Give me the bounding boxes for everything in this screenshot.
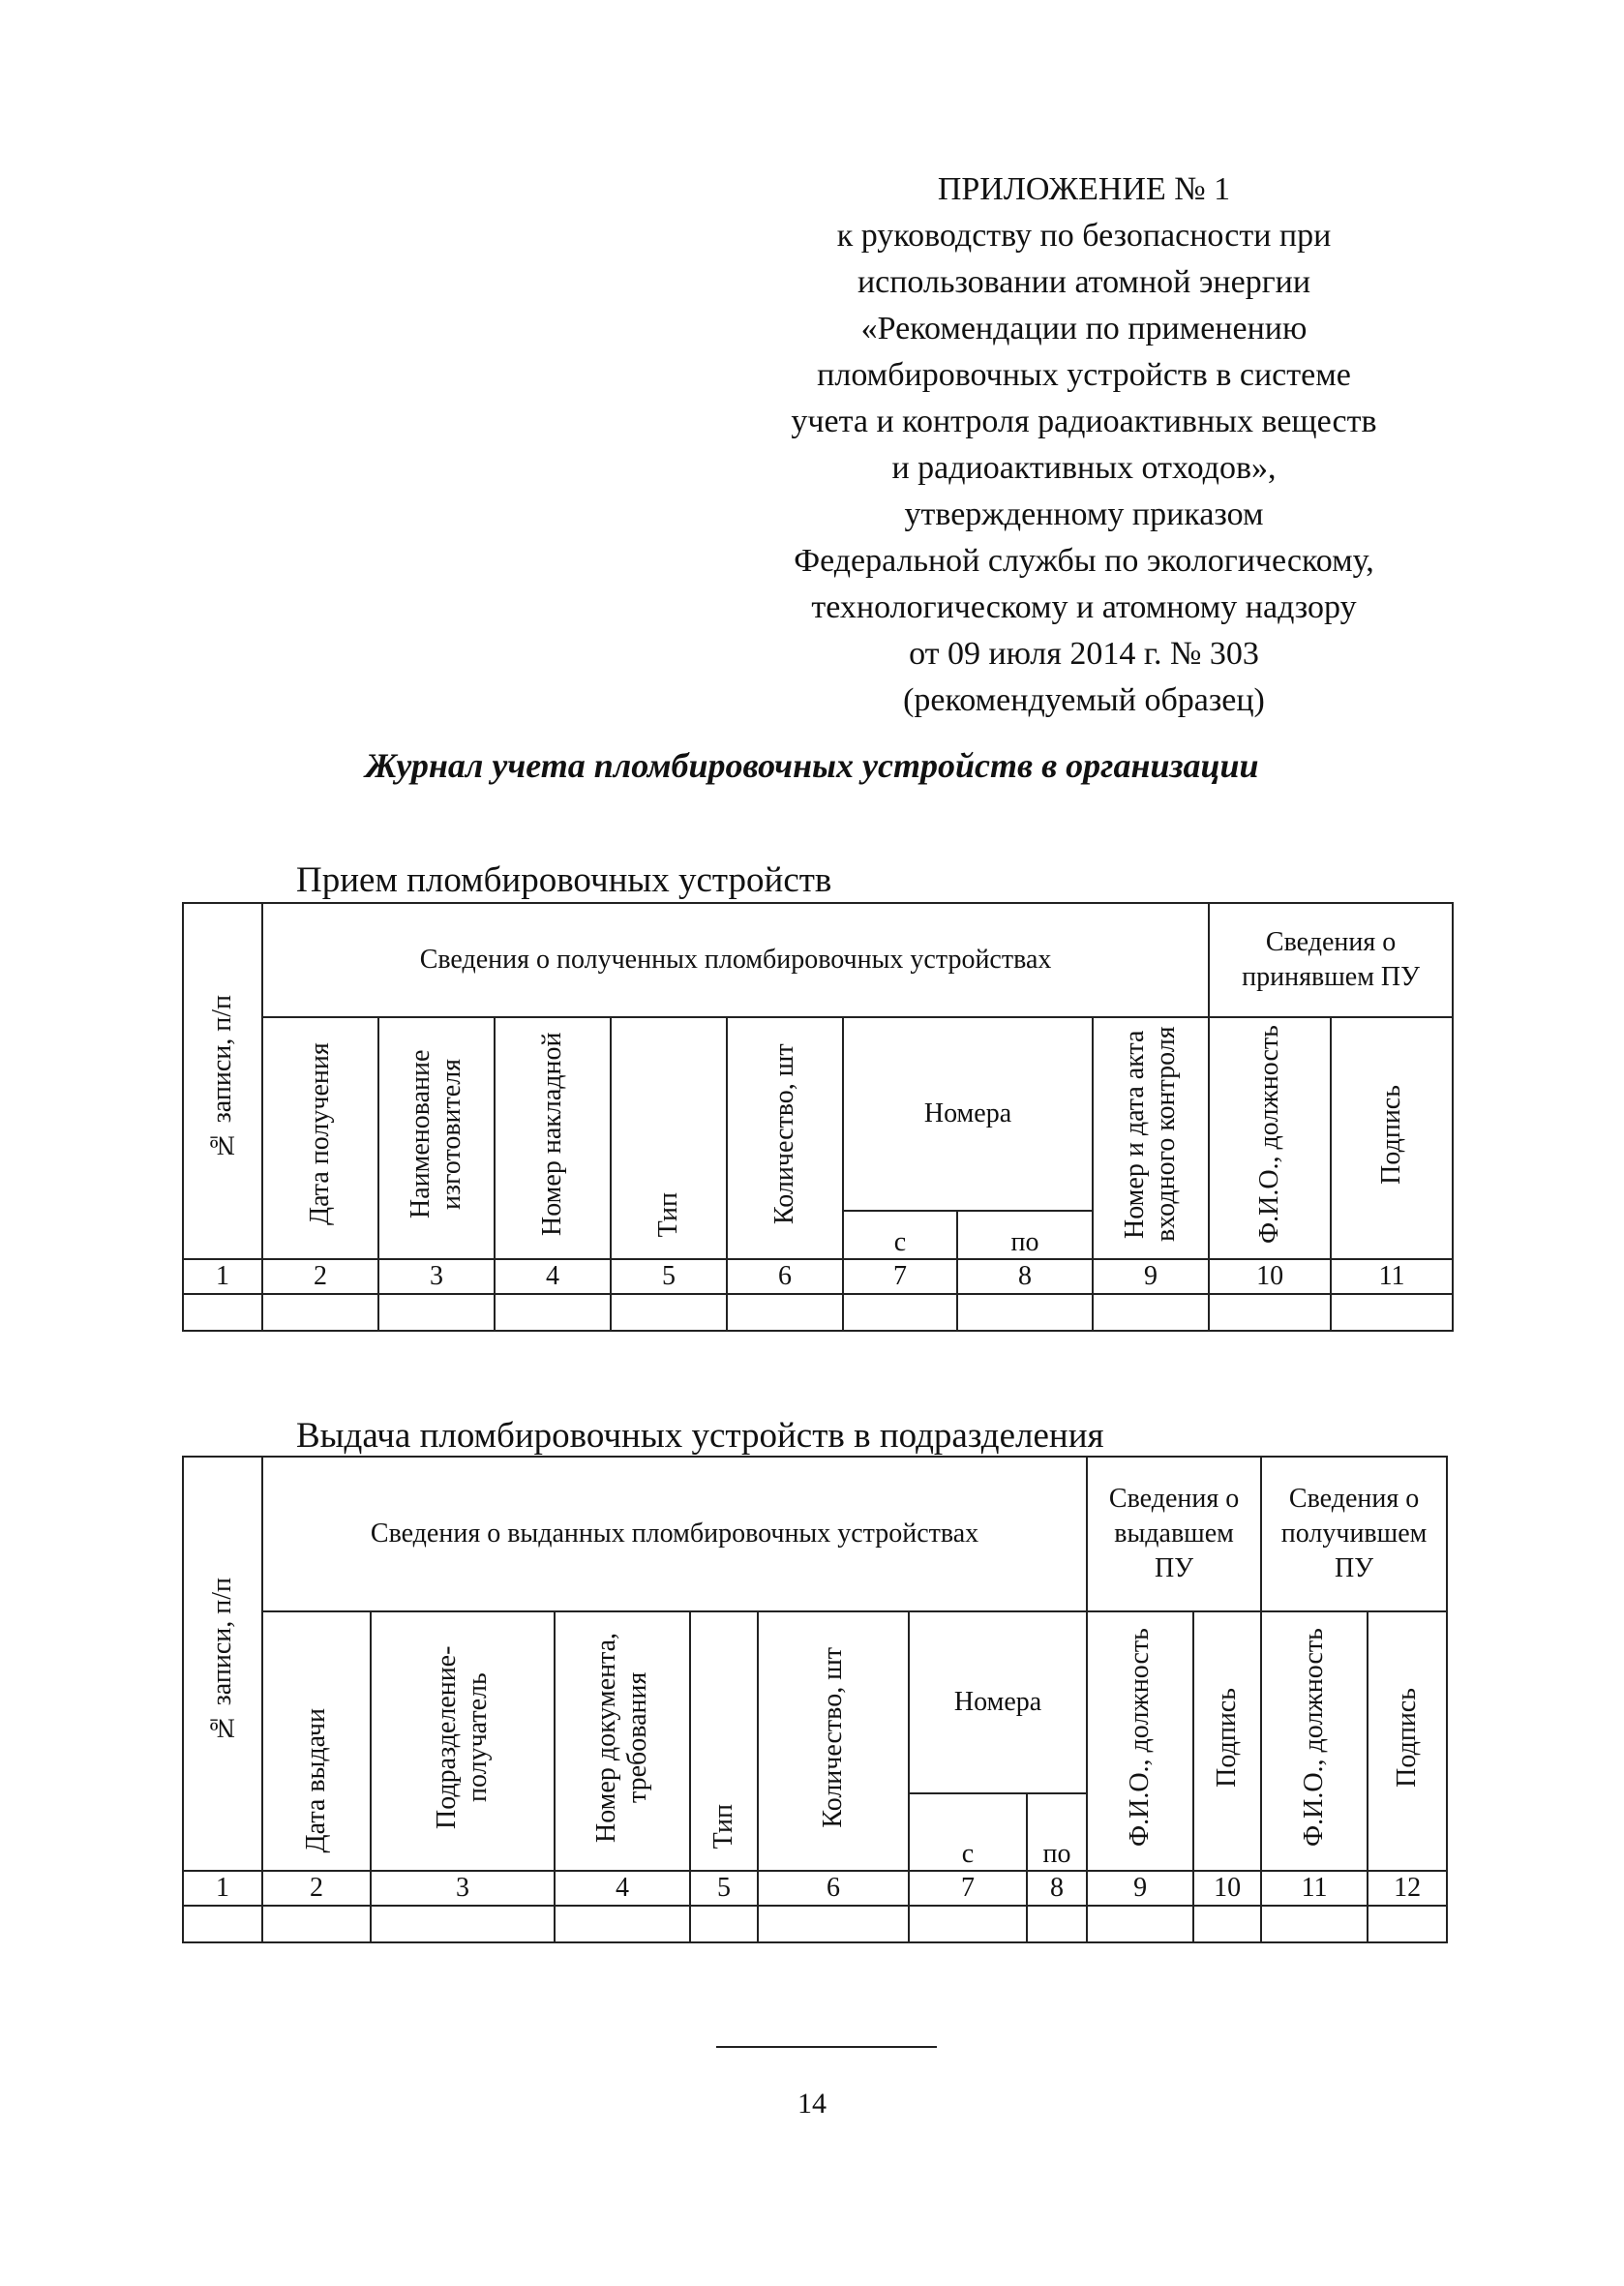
table-cell: [690, 1906, 758, 1942]
issue-colnum-cell: 4: [555, 1871, 690, 1906]
table-cell: [378, 1294, 495, 1331]
table-cell: [1093, 1294, 1209, 1331]
issue-group-recipient: [1261, 1457, 1447, 1611]
receipt-colnum-cell: 6: [727, 1259, 843, 1294]
table-cell: [1027, 1906, 1087, 1942]
issue-group-issuer: [1087, 1457, 1261, 1611]
receipt-col-numbers: [843, 1017, 1093, 1211]
appendix-header: [707, 166, 1461, 724]
issue-col-fio1: [1087, 1611, 1193, 1871]
journal-title: Журнал учета пломбировочных устройств в организации: [365, 746, 1259, 785]
issue-col-numbers: [909, 1611, 1087, 1793]
appendix-line: утвержденному приказом: [904, 496, 1264, 532]
table-cell: [1331, 1294, 1453, 1331]
receipt-colnum-cell: 5: [611, 1259, 727, 1294]
issue-colnum-cell: 10: [1193, 1871, 1261, 1906]
issue-col-unit-label: Подразделение-получатель: [432, 1645, 493, 1829]
issue-col-fio2-label: Ф.И.О., должность: [1299, 1628, 1330, 1847]
issue-colnum-cell: 1: [183, 1871, 262, 1906]
receipt-col-sign: [1331, 1017, 1453, 1259]
issue-col-sign1: [1193, 1611, 1261, 1871]
issue-col-fio1-label: Ф.И.О., должность: [1125, 1628, 1156, 1847]
table-cell: [843, 1294, 957, 1331]
receipt-col-qty-label: Количество, шт: [769, 1043, 799, 1225]
appendix-line: использовании атомной энергии: [857, 264, 1311, 300]
receipt-col-qty: [727, 1017, 843, 1259]
issue-colnum-cell: 9: [1087, 1871, 1193, 1906]
receipt-col-invoice: [495, 1017, 611, 1259]
table-cell: [758, 1906, 909, 1942]
issue-group-issued: [262, 1457, 1087, 1611]
appendix-line: и радиоактивных отходов»,: [891, 450, 1277, 486]
table-cell: [1209, 1294, 1331, 1331]
issue-col-doc-label: Номер документа, требования: [591, 1632, 652, 1843]
appendix-line: «Рекомендации по применению: [860, 311, 1308, 346]
table-cell: [611, 1294, 727, 1331]
table-cell: [727, 1294, 843, 1331]
receipt-empty-row: [183, 1294, 1453, 1331]
receipt-group-acceptor: [1209, 903, 1453, 1017]
receipt-col-from: [843, 1211, 957, 1259]
receipt-col-maker: [378, 1017, 495, 1259]
footer-divider: [716, 2046, 937, 2048]
receipt-colnum-cell: 9: [1093, 1259, 1209, 1294]
table-cell: [909, 1906, 1027, 1942]
receipt-colnum-cell: 1: [183, 1259, 262, 1294]
table-cell: [957, 1294, 1093, 1331]
issue-col-from-label: с: [961, 1839, 975, 1869]
issue-col-record-label: № записи, п/п: [207, 1577, 237, 1743]
appendix-line: учета и контроля радиоактивных веществ: [791, 404, 1377, 439]
receipt-col-record-label: № записи, п/п: [207, 994, 237, 1160]
receipt-col-to-label: по: [1010, 1227, 1039, 1257]
receipt-col-from-label: с: [893, 1227, 907, 1257]
receipt-col-fio: [1209, 1017, 1331, 1259]
issue-group-recipient-label: Сведения о получившем ПУ: [1280, 1484, 1428, 1583]
issue-empty-row: [183, 1906, 1447, 1942]
receipt-col-maker-label: Наименование изготовителя: [406, 1049, 466, 1219]
issue-col-sign1-label: Подпись: [1212, 1687, 1243, 1788]
issue-col-qty: [758, 1611, 909, 1871]
receipt-colnum-cell: 8: [957, 1259, 1093, 1294]
issue-col-type: [690, 1611, 758, 1871]
appendix-line: технологическому и атомному надзору: [811, 589, 1357, 625]
table-cell: [183, 1294, 262, 1331]
appendix-line: к руководству по безопасности при: [836, 218, 1332, 254]
issue-col-to: [1027, 1793, 1087, 1871]
issue-table: [182, 1456, 1448, 1943]
table-cell: [183, 1906, 262, 1942]
issue-colnum-cell: 11: [1261, 1871, 1368, 1906]
receipt-col-date: [262, 1017, 378, 1259]
receipt-col-to: [957, 1211, 1093, 1259]
appendix-line: (рекомендуемый образец): [903, 682, 1265, 718]
issue-col-type-label: Тип: [708, 1803, 738, 1849]
receipt-group-received-label: Сведения о полученных пломбировочных устройствах: [419, 945, 1052, 975]
appendix-line: Федеральной службы по экологическому,: [794, 543, 1374, 579]
appendix-line: от 09 июля 2014 г. № 303: [909, 636, 1259, 672]
issue-col-date: [262, 1611, 371, 1871]
issue-colnum-cell: 12: [1368, 1871, 1447, 1906]
table-cell: [371, 1906, 555, 1942]
receipt-colnum-cell: 3: [378, 1259, 495, 1294]
receipt-colnum-cell: 10: [1209, 1259, 1331, 1294]
receipt-col-type: [611, 1017, 727, 1259]
issue-caption: Выдача пломбировочных устройств в подразделения: [296, 1416, 1104, 1456]
receipt-col-type-label: Тип: [653, 1191, 683, 1237]
issue-col-numbers-label: Номера: [953, 1687, 1042, 1717]
table-cell: [1087, 1906, 1193, 1942]
issue-col-record: [183, 1457, 262, 1871]
issue-colnum-cell: 8: [1027, 1871, 1087, 1906]
appendix-line: пломбировочных устройств в системе: [817, 357, 1351, 393]
issue-col-doc: [555, 1611, 690, 1871]
receipt-group-received: [262, 903, 1209, 1017]
receipt-col-invoice-label: Номер накладной: [537, 1032, 567, 1237]
issue-col-from: [909, 1793, 1027, 1871]
issue-col-fio2: [1261, 1611, 1368, 1871]
table-cell: [1261, 1906, 1368, 1942]
issue-colnum-cell: 3: [371, 1871, 555, 1906]
table-cell: [262, 1294, 378, 1331]
receipt-col-act-label: Номер и дата акта входного контроля: [1120, 1026, 1182, 1243]
receipt-col-act: [1093, 1017, 1209, 1259]
receipt-col-date-label: Дата получения: [305, 1042, 335, 1226]
issue-col-qty-label: Количество, шт: [818, 1646, 848, 1828]
table-cell: [1193, 1906, 1261, 1942]
receipt-group-acceptor-label: Сведения о принявшем ПУ: [1242, 927, 1420, 992]
issue-colnum-cell: 2: [262, 1871, 371, 1906]
receipt-colnum-cell: 4: [495, 1259, 611, 1294]
issue-col-sign2-label: Подпись: [1392, 1687, 1423, 1788]
receipt-col-numbers-label: Номера: [923, 1098, 1012, 1128]
receipt-col-fio-label: Ф.И.О., должность: [1254, 1025, 1285, 1244]
receipt-col-sign-label: Подпись: [1376, 1084, 1407, 1185]
receipt-colnum-cell: 7: [843, 1259, 957, 1294]
table-cell: [262, 1906, 371, 1942]
table-cell: [555, 1906, 690, 1942]
issue-colnum-cell: 5: [690, 1871, 758, 1906]
issue-group-issuer-label: Сведения о выдавшем ПУ: [1108, 1484, 1240, 1583]
issue-col-date-label: Дата выдачи: [301, 1707, 331, 1852]
receipt-table: [182, 902, 1454, 1332]
issue-colnum-cell: 6: [758, 1871, 909, 1906]
table-cell: [1368, 1906, 1447, 1942]
issue-group-issued-label: Сведения о выданных пломбировочных устройствах: [370, 1519, 979, 1549]
table-cell: [495, 1294, 611, 1331]
issue-col-to-label: по: [1042, 1839, 1071, 1869]
receipt-caption: Прием пломбировочных устройств: [296, 860, 832, 900]
appendix-line: ПРИЛОЖЕНИЕ № 1: [937, 171, 1231, 207]
issue-col-sign2: [1368, 1611, 1447, 1871]
receipt-col-record: [183, 903, 262, 1259]
receipt-colnum-cell: 2: [262, 1259, 378, 1294]
issue-colnum-cell: 7: [909, 1871, 1027, 1906]
page-number: 14: [797, 2088, 827, 2120]
receipt-colnum-cell: 11: [1331, 1259, 1453, 1294]
issue-col-unit: [371, 1611, 555, 1871]
